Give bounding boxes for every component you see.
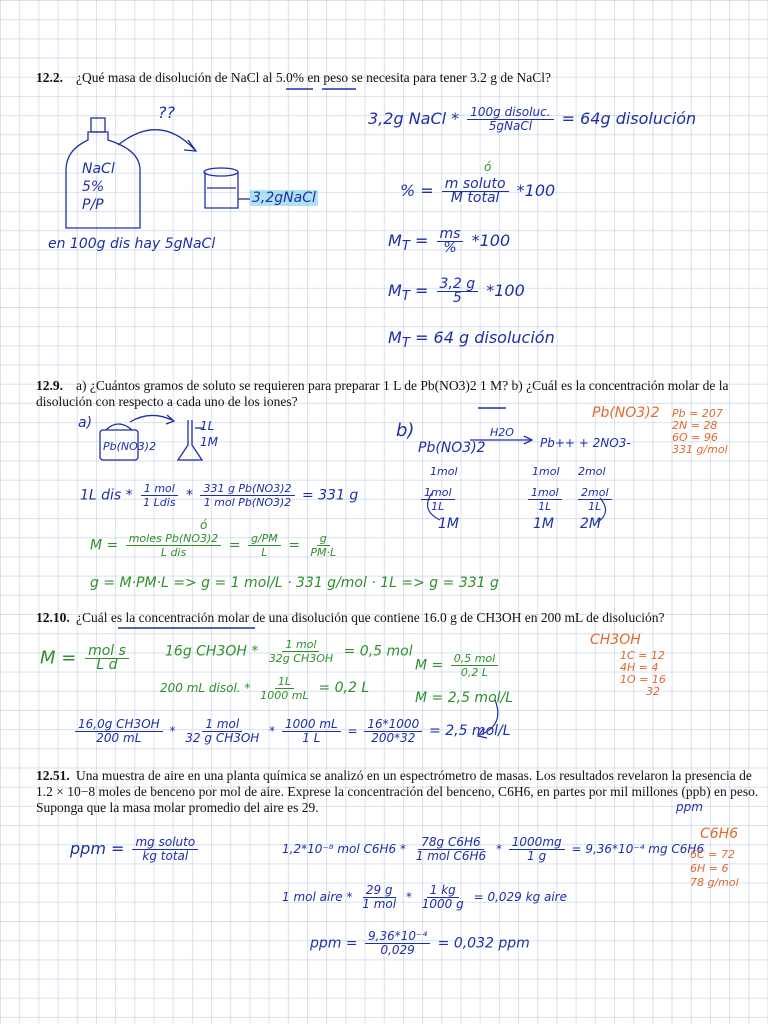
mt-symbol: M xyxy=(388,231,402,250)
mt-formula-1: $M_T$ = $\frac{ms}{\%}$ *100 xyxy=(388,226,511,256)
fraction-denominator: 200 mL xyxy=(96,731,142,745)
conversion-fraction xyxy=(509,836,565,863)
molarity-fraction xyxy=(126,532,222,559)
ion-molarity: 1M xyxy=(533,516,554,532)
fraction-numerator: 331 g Pb(NO3)2 xyxy=(200,482,294,496)
fraction-numerator: 1 mol xyxy=(141,482,178,496)
conversion-fraction xyxy=(413,836,489,863)
conversion-result: = 331 g xyxy=(301,487,359,504)
flask-label-line: 1L xyxy=(200,419,215,433)
molar-mass-line: 1O = 16 xyxy=(620,673,666,686)
mt-result xyxy=(388,328,555,351)
conversion-left: 1 mol aire * xyxy=(282,890,353,904)
part-a-label: a) xyxy=(78,415,93,431)
fraction-denominator: 200*32 xyxy=(371,731,416,745)
fraction-denominator: 1 g xyxy=(527,849,547,863)
mol-count: 1mol xyxy=(532,465,560,478)
fraction-denominator: 32 g CH3OH xyxy=(185,731,260,745)
molarity-lhs: M = xyxy=(40,647,77,669)
c6h6-mass-list xyxy=(690,848,739,890)
conversion-left: 1,2*10⁻⁸ mol C6H6 * xyxy=(282,842,406,856)
fraction-numerator: 78g C6H6 xyxy=(418,836,483,850)
molarity-fraction xyxy=(451,652,499,679)
fraction-numerator: 1000 mL xyxy=(282,718,341,732)
conversion-left: 16g CH3OH * xyxy=(165,643,259,660)
fraction-numerator: 29 g xyxy=(363,884,396,898)
problem-number: 12.51. xyxy=(36,768,70,783)
beaker-label xyxy=(250,190,318,206)
molarity-result: M = 2,5 mol/L xyxy=(415,690,514,706)
molar-mass-line: 32 xyxy=(646,685,660,698)
reaction-arrow-label: H2O xyxy=(490,426,514,439)
molar-mass-line: 4H = 4 xyxy=(620,661,659,674)
mt-subscript: T xyxy=(401,239,410,255)
flask-label xyxy=(200,418,218,450)
ion-concentration xyxy=(525,486,565,513)
fraction-numerator: 1000mg xyxy=(509,836,565,850)
times-100: *100 xyxy=(486,281,525,300)
percent-fraction xyxy=(442,178,509,205)
bottle-label xyxy=(82,160,115,214)
conversion-air xyxy=(282,884,567,911)
conversion-result: = 0,5 mol xyxy=(343,643,413,660)
fraction-numerator: g/PM xyxy=(248,532,281,546)
conversion-result: = 9,36*10⁻⁴ mg C6H6 xyxy=(571,842,705,856)
fraction-denominator: PM·L xyxy=(310,546,337,559)
fraction-numerator: 2mol xyxy=(578,486,612,500)
percent-formula: % = $\frac{\text{m soluto}}{\text{M total}}$ *100 xyxy=(400,176,556,206)
molar-mass-line: 2N = 28 xyxy=(672,419,718,432)
molarity-formula: M = $\frac{\text{moles Pb(NO3)2}}{\text{L dis}}$ = $\frac{g/PM}{L}$ = $\frac{g}{PM\cdot L}$ xyxy=(90,532,342,559)
flask-label-line: 1M xyxy=(200,435,218,449)
problem-12-10 xyxy=(36,610,736,626)
molar-mass-line: 331 g/mol xyxy=(672,443,728,456)
note-100g: en 100g dis hay 5gNaCl xyxy=(48,236,216,252)
conversion-left: 1L dis * xyxy=(80,487,133,504)
molarity-lhs: M = xyxy=(90,537,119,554)
fraction-denominator: L dis xyxy=(160,546,187,559)
fraction-numerator: 3,2 g xyxy=(437,278,479,292)
mt-subscript: T xyxy=(401,289,410,305)
conversion-12-9: 1L dis * $\frac{\text{1 mol}}{\text{1 Ldis}}$ * $\frac{\text{331 g Pb(NO3)2}}{\text{1 mol Pb(NO3)2}}$ = 331 g xyxy=(80,482,359,509)
beaker-label-highlight: 3,2gNaCl xyxy=(252,190,316,206)
dimensional-analysis: $\frac{\text{16,0g CH3OH}}{200 mL}$ * $\frac{\text{1 mol}}{\text{32 g CH3OH}}$ * $\frac{1000 mL}{1 L}$ = $\frac{16*1000}{200*32}$ = 2,5 mol/L xyxy=(72,718,511,745)
conversion-left: 200 mL disol. * xyxy=(160,681,251,695)
mt-subscript: T xyxy=(401,336,410,352)
conversion-liters xyxy=(160,675,369,702)
molar-mass-title: Pb(NO3)2 xyxy=(592,405,660,421)
problem-statement: Una muestra de aire en una planta química se analizó en un espectrómetro de masas. Los resultados revelaron la presencia de 1.2 × 10−8 moles de benceno por mol de aire. Exprese la concentración del benceno, C6H6, en partes por mil millones (ppb) en peso. Suponga que la masa molar promedio del aire es 29. xyxy=(36,768,759,815)
molar-mass-line: 6H = 6 xyxy=(690,862,729,875)
mol-count: 1mol xyxy=(430,465,458,478)
fraction-denominator: L d xyxy=(96,657,118,673)
fraction-denominator: % xyxy=(443,240,457,256)
conversion-result: = 64g disolución xyxy=(561,109,697,128)
ppm-fraction xyxy=(365,930,430,957)
fraction-numerator: moles Pb(NO3)2 xyxy=(126,532,222,546)
percent-symbol: % xyxy=(400,181,416,200)
fraction-numerator: g xyxy=(317,532,330,546)
reaction-right: Pb++ + 2NO3- xyxy=(540,436,631,450)
ppm-final xyxy=(310,930,530,957)
molarity-definition xyxy=(40,645,132,672)
conversion-fraction xyxy=(266,638,336,665)
ppm-result: = 0,032 ppm xyxy=(437,935,530,952)
concentration-fraction xyxy=(528,486,562,513)
fraction-numerator: m soluto xyxy=(442,178,509,192)
fraction-numerator: mol s xyxy=(85,645,129,659)
analysis-fraction xyxy=(364,718,422,745)
molar-mass-line: 6C = 72 xyxy=(690,848,735,861)
multiply-sign: * xyxy=(495,842,502,856)
fraction-numerator: 1L xyxy=(275,675,294,689)
conversion-12-2 xyxy=(368,106,696,133)
fraction-numerator: 16*1000 xyxy=(364,718,422,732)
conversion-result: = 0,029 kg aire xyxy=(473,890,567,904)
molarity-fraction xyxy=(248,532,281,559)
conversion-fraction xyxy=(200,482,294,509)
conversion-fraction xyxy=(359,884,399,911)
mol-count: 2mol xyxy=(578,465,606,478)
problem-statement: a) ¿Cuántos gramos de soluto se requieren para preparar 1 L de Pb(NO3)2 1 M? b) ¿Cuál es la concentración molar de la disolución con respecto a cada uno de los iones? xyxy=(36,378,729,409)
analysis-result: = 2,5 mol/L xyxy=(429,723,511,739)
fraction-denominator: L xyxy=(261,546,268,559)
molar-mass-line: Pb = 207 xyxy=(672,407,723,420)
ppm-lhs: ppm = xyxy=(70,839,125,858)
fraction-denominator: 1L xyxy=(431,500,445,513)
ch3oh-mass-list xyxy=(620,650,666,698)
mt-fraction xyxy=(437,228,464,255)
fraction-numerator: 1 kg xyxy=(427,884,459,898)
bottle-label-line: 5% xyxy=(82,179,105,195)
fraction-denominator: 0,2 L xyxy=(460,666,489,679)
analysis-fraction xyxy=(75,718,163,745)
fraction-denominator: 1000 g xyxy=(421,897,464,911)
fraction-denominator: 1 mol Pb(NO3)2 xyxy=(203,496,292,509)
molar-mass-line: 6O = 96 xyxy=(672,431,718,444)
mt-symbol: M xyxy=(388,328,402,347)
problem-statement: ¿Cuál es la concentración molar de una disolución que contiene 16.0 g de CH3OH en 200 mL de disolución? xyxy=(76,610,665,625)
fraction-numerator: 1mol xyxy=(528,486,562,500)
analysis-fraction xyxy=(282,718,341,745)
ch3oh-title: CH3OH xyxy=(590,632,641,648)
fraction-numerator: 100g disoluc. xyxy=(467,106,553,120)
fraction-numerator: 1 mol xyxy=(282,638,319,652)
mt-symbol: M xyxy=(388,281,402,300)
conversion-fraction xyxy=(140,482,178,509)
fraction-denominator: 32g CH3OH xyxy=(268,652,334,665)
ppm-lhs: ppm = xyxy=(310,935,358,952)
ion-molarity: 2M xyxy=(580,516,601,532)
fraction-denominator: 1 mol xyxy=(362,897,397,911)
problem-12-51 xyxy=(36,768,764,816)
fraction-denominator: 5 xyxy=(452,290,462,306)
mt-fraction xyxy=(437,278,479,305)
fraction-denominator: 1 mol C6H6 xyxy=(415,849,487,863)
multiply-sign: * xyxy=(405,890,412,904)
problem-statement: ¿Qué masa de disolución de NaCl al 5.0% en peso se necesita para tener 3.2 g de NaCl? xyxy=(76,70,551,85)
c6h6-title: C6H6 xyxy=(700,826,739,842)
fraction-denominator: 5gNaCl xyxy=(488,119,533,133)
problem-number: 12.9. xyxy=(36,378,63,393)
bottle-label-line: P/P xyxy=(82,197,104,213)
fraction-numerator: 9,36*10⁻⁴ xyxy=(365,930,430,944)
ppm-correction: ppm xyxy=(676,800,703,814)
fraction-denominator: kg total xyxy=(142,849,189,863)
fraction-numerator: 1mol xyxy=(421,486,455,500)
fraction-denominator: 0,029 xyxy=(380,943,415,957)
ppm-fraction xyxy=(132,836,198,863)
ion-concentration xyxy=(418,486,458,513)
molar-mass-line: 78 g/mol xyxy=(690,876,739,889)
or-mark: ó xyxy=(484,160,492,174)
grams-formula: g = M·PM·L => g = 1 mol/L · 331 g/mol · 1L => g = 331 g xyxy=(90,575,499,591)
concentration-fraction xyxy=(421,486,455,513)
mt-formula-2: $M_T$ = $\frac{3,2 g}{5}$ *100 xyxy=(388,276,525,306)
conversion-left: 3,2g NaCl xyxy=(368,109,447,128)
conversion-fraction xyxy=(467,106,553,133)
reaction-left: Pb(NO3)2 xyxy=(418,440,486,456)
question-mark-note: ?? xyxy=(158,103,175,122)
molarity-fraction xyxy=(307,532,339,559)
ppm-definition xyxy=(70,836,201,863)
fraction-denominator: M total xyxy=(450,190,500,206)
times-100: *100 xyxy=(471,231,511,250)
part-b-label: b) xyxy=(396,420,415,441)
times-100: *100 xyxy=(516,181,556,200)
jar-label: Pb(NO3)2 xyxy=(103,440,157,453)
fraction-numerator: 0,5 mol xyxy=(451,652,499,666)
molarity-calc: M = $\frac{\text{0,5 mol}}{0,2 L}$ xyxy=(415,652,501,679)
ion-molarity: 1M xyxy=(438,516,459,532)
fraction-denominator: 1000 mL xyxy=(260,689,309,702)
fraction-denominator: 1 L xyxy=(302,731,321,745)
problem-number: 12.2. xyxy=(36,70,63,85)
conversion-moles xyxy=(165,638,413,665)
conversion-result: = 0,2 L xyxy=(318,680,370,696)
multiply-sign: * xyxy=(451,109,460,128)
fraction-numerator: ms xyxy=(437,228,464,242)
fraction-denominator: 1L xyxy=(588,500,602,513)
problem-number: 12.10. xyxy=(36,610,70,625)
ion-concentration xyxy=(575,486,615,513)
fraction-numerator: 1 mol xyxy=(202,718,242,732)
problem-12-2 xyxy=(36,70,736,86)
or-mark: ó xyxy=(200,518,208,532)
mt-result-value: = 64 g disolución xyxy=(415,328,555,347)
fraction-denominator: 1 Ldis xyxy=(143,496,176,509)
molarity-fraction xyxy=(85,645,129,672)
conversion-fraction xyxy=(257,675,311,702)
conversion-benzene xyxy=(282,836,704,863)
analysis-fraction xyxy=(182,718,262,745)
fraction-numerator: 16,0g CH3OH xyxy=(75,718,163,732)
fraction-denominator: 1L xyxy=(538,500,552,513)
molar-mass-list xyxy=(672,408,728,456)
concentration-fraction xyxy=(578,486,612,513)
conversion-fraction xyxy=(419,884,467,911)
fraction-numerator: mg soluto xyxy=(132,836,198,850)
molar-mass-line: 1C = 12 xyxy=(620,649,665,662)
bottle-label-line: NaCl xyxy=(82,161,115,177)
